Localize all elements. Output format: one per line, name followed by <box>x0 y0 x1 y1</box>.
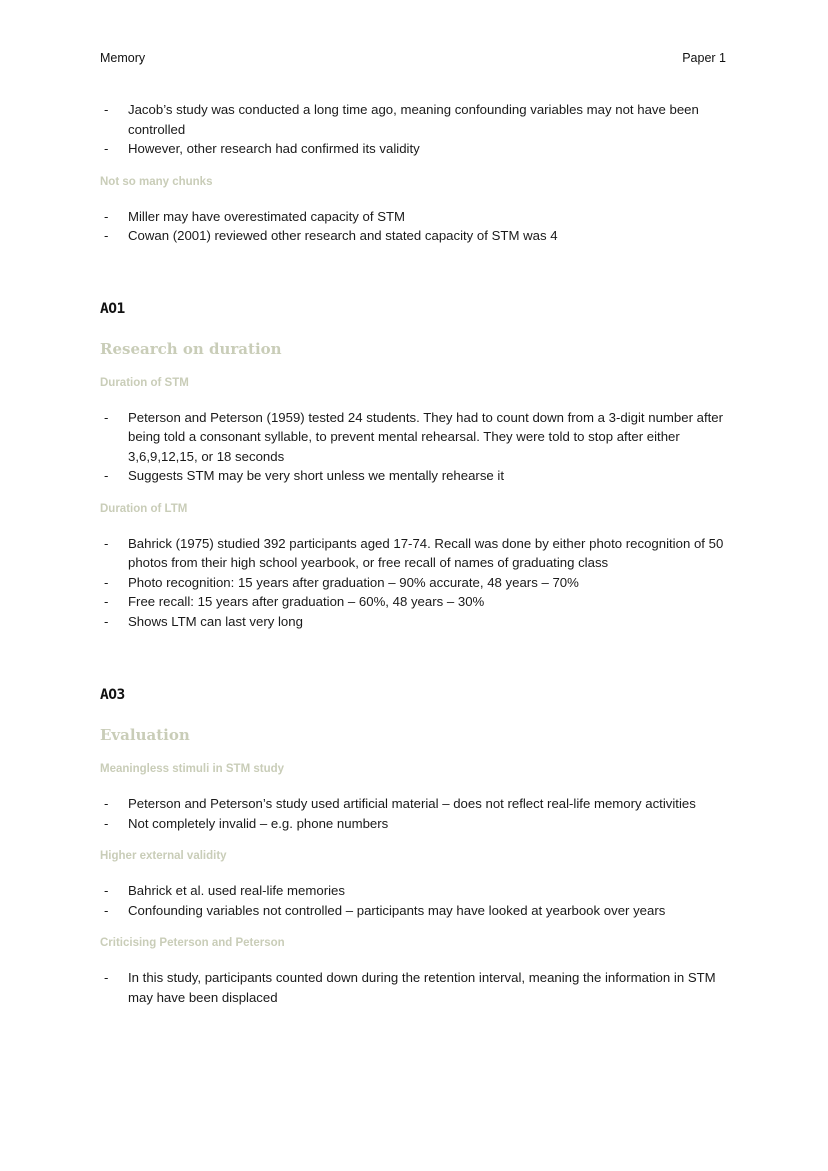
subheading-not-so-many-chunks: Not so many chunks <box>100 175 213 188</box>
list-item: - However, other research had confirmed its validity <box>104 141 420 156</box>
subheading-duration-stm: Duration of STM <box>100 376 189 389</box>
list-item: - Suggests STM may be very short unless we mentally rehearse it <box>104 468 504 483</box>
list-item: - Peterson and Peterson’s study used artificial material – does not reflect real-life memory activities <box>104 796 696 811</box>
document-body <box>100 100 730 1007</box>
duration-ltm-list <box>100 534 730 632</box>
list-item: - Not completely invalid – e.g. phone numbers <box>104 815 389 831</box>
ao1-label: AO1 <box>100 300 125 317</box>
subheading-criticising-peterson: Criticising Peterson and Peterson <box>100 937 285 949</box>
criticising-list <box>100 968 730 1007</box>
list-item: - Peterson and Peterson (1959) tested 24 students. They had to count down from a 3-digit number after being told a consonant syllable, to prevent mental rehearsal. They were told to stop after either 3,6,9,12,15, or 18 seconds <box>104 409 724 464</box>
list-item: - Free recall: 15 years after graduation – 60%, 48 years – 30% <box>104 594 485 609</box>
list-item: - Bahrick (1975) studied 392 participants aged 17-74. Recall was done by either photo recognition of 50 photos from their high school yearbook, or free recall of names of graduating class <box>104 535 724 570</box>
list-item: - Bahrick et al. used real-life memories <box>104 883 345 898</box>
subheading-duration-ltm: Duration of LTM <box>100 502 188 515</box>
ao3-label: AO3 <box>100 687 125 703</box>
list-item: - Miller may have overestimated capacity of STM <box>104 208 406 224</box>
list-item: - Shows LTM can last very long <box>104 613 303 629</box>
header-paper: Paper 1 <box>682 51 726 65</box>
intro-list <box>100 100 730 159</box>
higher-validity-list <box>100 881 730 920</box>
list-item: - Photo recognition: 15 years after graduation – 90% accurate, 48 years – 70% <box>104 574 579 590</box>
chunks-list <box>100 207 730 246</box>
section-title-evaluation: Evaluation <box>100 726 190 744</box>
list-item: - Jacob’s study was conducted a long time ago, meaning confounding variables may not have been controlled <box>104 102 699 137</box>
list-item: - Confounding variables not controlled – participants may have looked at yearbook over years <box>104 902 666 918</box>
section-title-research-on-duration: Research on duration <box>100 339 282 358</box>
subheading-meaningless-stimuli: Meaningless stimuli in STM study <box>100 763 285 775</box>
page-header <box>100 51 726 65</box>
duration-stm-list <box>100 408 730 486</box>
meaningless-list <box>100 794 730 833</box>
list-item: - Cowan (2001) reviewed other research and stated capacity of STM was 4 <box>104 228 558 243</box>
subheading-higher-external-validity: Higher external validity <box>100 850 227 862</box>
list-item: - In this study, participants counted down during the retention interval, meaning the information in STM may have been displaced <box>104 970 716 1005</box>
header-title: Memory <box>100 51 146 65</box>
